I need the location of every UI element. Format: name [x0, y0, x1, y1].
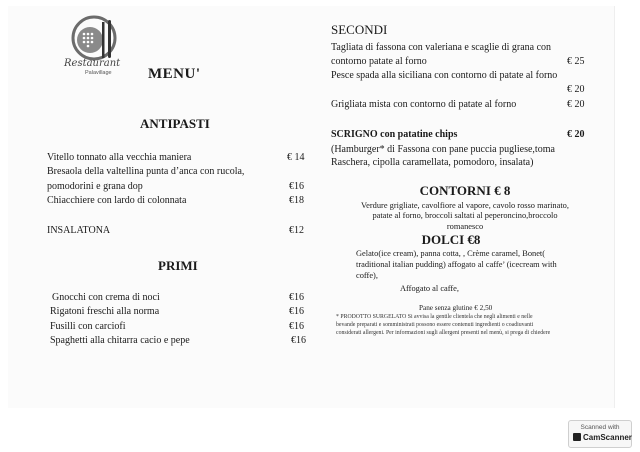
- badge-brand: CamScanner: [583, 433, 632, 442]
- scrigno-description: Raschera, cipolla caramellata, pomodoro, insalata): [331, 157, 534, 168]
- insalatona-price: €12: [289, 225, 304, 236]
- badge-caption: Scanned with: [580, 424, 620, 431]
- camscanner-icon: [573, 433, 581, 441]
- primi-title: PRIMI: [158, 258, 198, 273]
- antipasti-price: €18: [289, 195, 304, 206]
- primi-price: €16: [289, 306, 304, 317]
- antipasti-item: Chiacchiere con lardo di colonnata: [47, 195, 187, 206]
- camscanner-badge: [568, 420, 632, 448]
- dolci-line: Affogato al caffe,: [400, 284, 459, 293]
- secondi-price: € 25: [567, 56, 585, 67]
- dolci-title: DOLCI €8: [421, 232, 481, 247]
- primi-item: Rigatoni freschi alla norma: [50, 306, 160, 317]
- allergen-note: * PRODOTTO SURGELATO Si avvisa la gentile clientela che negli alimenti e nelle: [336, 314, 533, 320]
- antipasti-item: pomodorini e grana dop: [47, 181, 143, 192]
- insalatona-item: INSALATONA: [47, 225, 111, 236]
- logo-subtitle: Palavillage: [85, 70, 112, 76]
- secondi-line: contorno patate al forno: [331, 56, 427, 67]
- primi-item: Fusilli con carciofi: [50, 321, 126, 332]
- contorni-line: patate al forno, broccoli saltati al peperoncino,broccolo: [372, 211, 558, 220]
- allergen-note: bevande preparati e somministrati possono essere contenuti ingredienti o coadiuvanti: [336, 322, 534, 328]
- primi-item: Spaghetti alla chitarra cacio e pepe: [50, 335, 190, 346]
- dolci-line: traditional italian pudding) affogato al caffe’ (icecream with: [356, 260, 557, 269]
- dolci-line: coffe),: [356, 271, 378, 280]
- pane-senza-glutine: Pane senza glutine € 2,50: [419, 304, 493, 312]
- contorni-title: CONTORNI € 8: [419, 183, 511, 198]
- primi-item: Gnocchi con crema di noci: [52, 292, 160, 303]
- menu-title: MENU': [148, 66, 201, 82]
- antipasti-item: Bresaola della valtellina punta d’anca con rucola,: [47, 166, 245, 177]
- contorni-line: Verdure grigliate, cavolfiore al vapore, cavolo rosso marinato,: [361, 201, 569, 210]
- secondi-title: SECONDI: [331, 22, 388, 37]
- secondi-line: Grigliata mista con contorno di patate al forno: [331, 99, 517, 110]
- antipasti-item: Vitello tonnato alla vecchia maniera: [47, 152, 192, 163]
- primi-price: €16: [289, 292, 304, 303]
- antipasti-price: €16: [289, 181, 304, 192]
- allergen-note: considerati allergeni. Per informazioni sugli allergeni presenti nel menù, si prega di chiedere: [336, 330, 551, 336]
- dolci-line: Gelato(ice cream), panna cotta, , Crème caramel, Bonet(: [356, 249, 546, 258]
- antipasti-price: € 14: [287, 152, 305, 163]
- scrigno-title: SCRIGNO con patatine chips: [331, 129, 458, 140]
- primi-price: €16: [289, 321, 304, 332]
- antipasti-title: ANTIPASTI: [140, 116, 210, 131]
- primi-price: €16: [291, 335, 306, 346]
- secondi-line: Pesce spada alla siciliana con contorno di patate al forno: [331, 70, 558, 81]
- scrigno-price: € 20: [567, 129, 585, 140]
- contorni-line: romanesco: [446, 222, 484, 231]
- logo-name: Restaurant: [64, 58, 121, 69]
- secondi-line: Tagliata di fassona con valeriana e scaglie di grana con: [331, 42, 552, 53]
- secondi-price: € 20: [567, 84, 585, 95]
- secondi-price: € 20: [567, 99, 585, 110]
- scrigno-description: (Hamburger* di Fassona con pane puccia pugliese,toma: [331, 144, 555, 155]
